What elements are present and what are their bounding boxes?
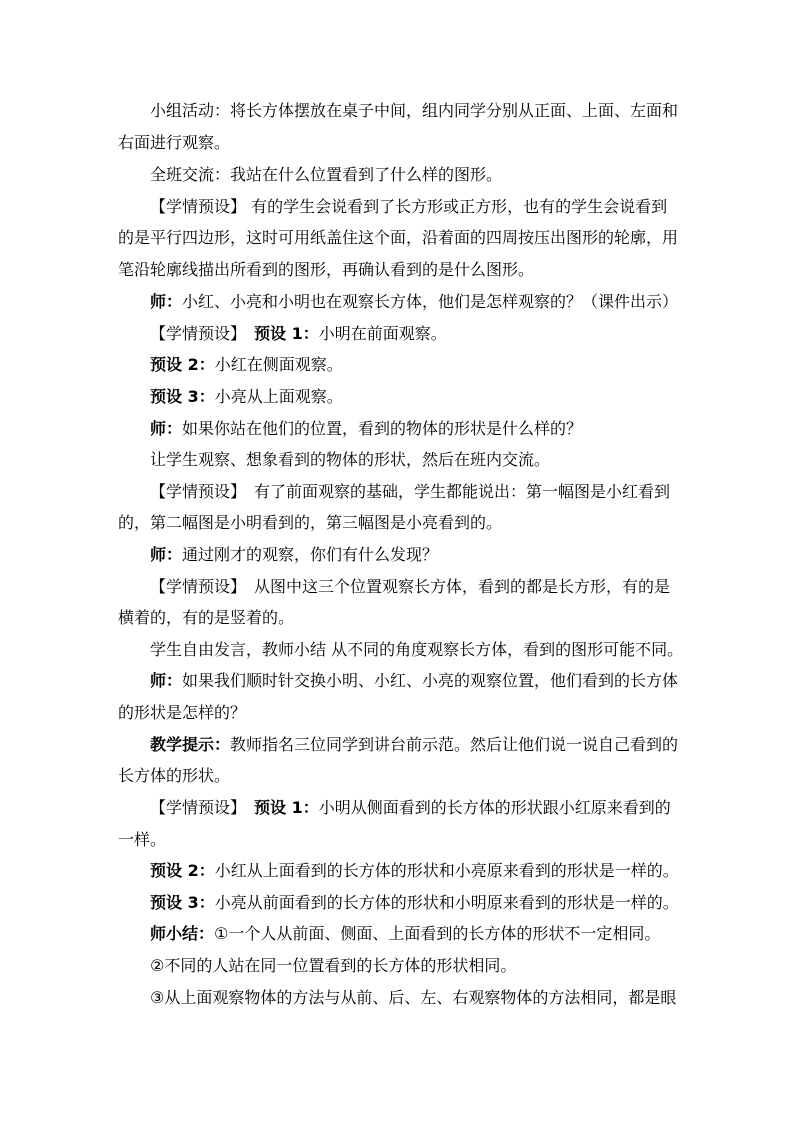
teacher-label: 师： [150,671,183,690]
preset-label: 预设 2： [150,355,215,374]
teacher-label: 师： [150,545,183,564]
paragraph-line: 【学情预设】 有了前面观察的基础，学生都能说出：第一幅图是小红看到 [150,482,671,501]
paragraph-line: 的是平行四边形，这时可用纸盖住这个面，沿着面的四周按压出图形的轮廓，用 [118,228,679,247]
paragraph-line: 师：通过刚才的观察，你们有什么发现？ [150,545,439,564]
paragraph-line: 【学情预设】 预设 1：小明在前面观察。 [150,324,447,343]
paragraph-line: 笔沿轮廓线描出所看到的图形，再确认看到的是什么图形。 [118,260,535,279]
paragraph-line: 学生自由发言，教师小结 从不同的角度观察长方体，看到的图形可能不同。 [150,640,684,659]
paragraph-line: 一样。 [118,830,167,849]
paragraph-line: 师小结：①一个人从前面、侧面、上面看到的长方体的形状不一定相同。 [150,924,661,943]
paragraph-line: 横着的，有的是竖着的。 [118,608,295,627]
paragraph-line: 让学生观察、想象看到的物体的形状，然后在班内交流。 [150,450,551,469]
paragraph-line: 的形状是怎样的？ [118,703,247,722]
paragraph-line: 教学提示：教师指名三位同学到讲台前示范。然后让他们说一说自己看到的 [150,735,679,754]
preset-label: 预设 3： [150,893,215,912]
paragraph-line: 预设 2：小红在侧面观察。 [150,355,343,374]
paragraph-line: 的，第二幅图是小明看到的，第三幅图是小亮看到的。 [118,513,503,532]
teaching-tip-label: 教学提示： [150,735,231,754]
section-prefix: 【学情预设】 [150,798,239,817]
paragraph-line: ③从上面观察物体的方法与从前、后、左、右观察物体的方法相同，都是眼 [150,988,677,1007]
paragraph-line: 右面进行观察。 [118,133,231,152]
summary-label: 师小结： [150,924,215,943]
teacher-label: 师： [150,292,183,311]
paragraph-line: 小组活动：将长方体摆放在桌子中间，组内同学分别从正面、上面、左面和 [150,101,679,120]
paragraph-line: 【学情预设】 从图中这三个位置观察长方体，看到的都是长方形，有的是 [150,577,671,596]
paragraph-line: 师：小红、小亮和小明也在观察长方体，他们是怎样观察的？（课件出示） [150,292,679,311]
paragraph-line: 预设 2：小红从上面看到的长方体的形状和小亮原来看到的形状是一样的。 [150,861,679,880]
preset-label: 预设 2： [150,861,215,880]
paragraph-line: ②不同的人站在同一位置看到的长方体的形状相同。 [150,956,517,975]
paragraph-line: 【学情预设】 有的学生会说看到了长方形或正方形，也有的学生会说看到 [150,197,668,216]
paragraph-line: 师：如果你站在他们的位置，看到的物体的形状是什么样的？ [150,419,583,438]
paragraph-line: 长方体的形状。 [118,766,231,785]
paragraph-line: 预设 3：小亮从前面看到的长方体的形状和小明原来看到的形状是一样的。 [150,893,679,912]
teacher-label: 师： [150,419,183,438]
paragraph-line: 全班交流：我站在什么位置看到了什么样的图形。 [150,165,503,184]
preset-label: 预设 1： [254,798,319,817]
preset-label: 预设 1： [254,324,319,343]
paragraph-line: 师：如果我们顺时针交换小明、小红、小亮的观察位置，他们看到的长方体 [150,671,679,690]
preset-label: 预设 3： [150,387,215,406]
section-prefix: 【学情预设】 [150,324,239,343]
paragraph-line: 预设 3：小亮从上面观察。 [150,387,343,406]
paragraph-line: 【学情预设】 预设 1：小明从侧面看到的长方体的形状跟小红原来看到的 [150,798,671,817]
